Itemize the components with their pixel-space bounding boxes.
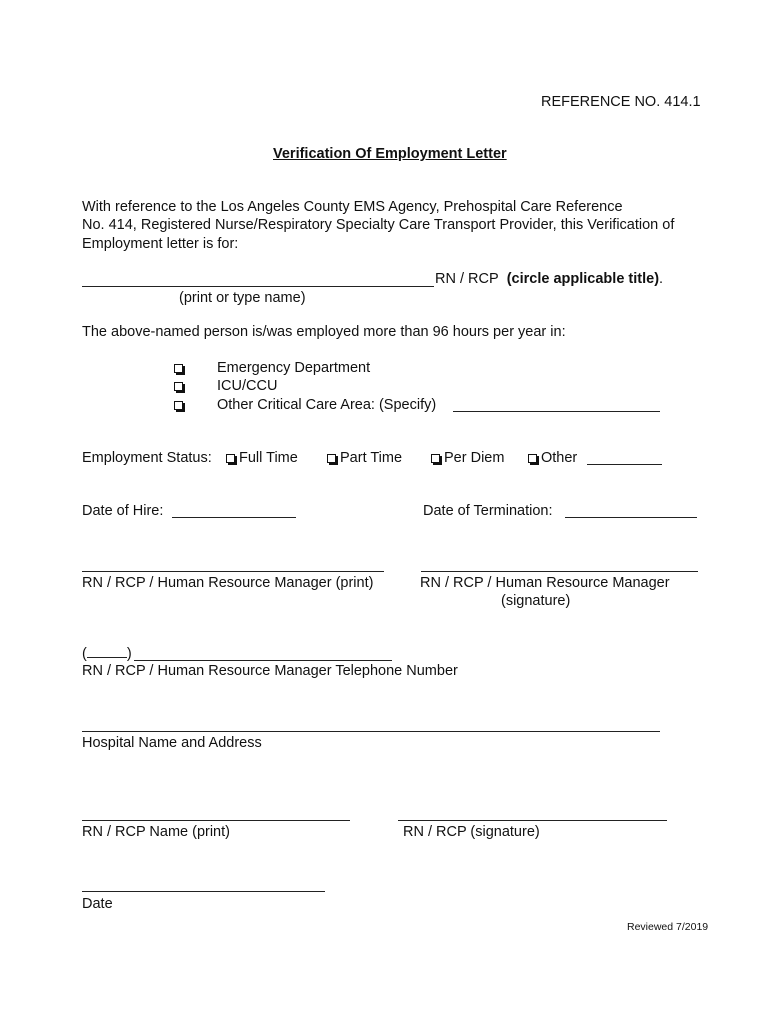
termination-date-label: Date of Termination: [423,503,553,519]
date-line[interactable] [82,891,325,892]
name-caption: (print or type name) [179,290,306,306]
hire-date-label: Date of Hire: [82,503,164,519]
termination-date-line[interactable] [565,517,697,518]
area-other-specify-line[interactable] [453,411,660,412]
employee-name-label: RN / RCP Name (print) [82,824,230,840]
status-per-diem-label: Per Diem [444,450,505,466]
area-emergency-label: Emergency Department [217,360,371,376]
employee-name-line[interactable] [82,820,350,821]
checkbox-icon[interactable] [327,454,336,463]
manager-signature-label: RN / RCP / Human Resource Manager [420,575,670,591]
area-other-label: Other Critical Care Area: (Specify) [217,397,437,413]
reference-number: REFERENCE NO. 414.1 [541,94,701,110]
phone-label: RN / RCP / Human Resource Manager Telephone Number [82,663,458,679]
status-other-line[interactable] [587,464,662,465]
hospital-label: Hospital Name and Address [82,735,262,751]
status-per-diem[interactable] [431,449,504,467]
status-other-label: Other [541,450,578,466]
status-full-time-label: Full Time [239,450,298,466]
status-part-time-label: Part Time [340,450,403,466]
checkbox-icon[interactable] [174,382,183,391]
employment-status-label: Employment Status: [82,450,212,466]
status-part-time[interactable] [327,449,402,467]
document-title: Verification Of Employment Letter [273,146,507,162]
employed-statement: The above-named person is/was employed more than 96 hours per year in: [82,324,566,340]
manager-signature-sub: (signature) [501,593,571,609]
manager-print-label: RN / RCP / Human Resource Manager (print) [82,575,374,591]
date-label: Date [82,896,113,912]
phone-number-line[interactable] [134,660,392,661]
checkbox-icon[interactable] [174,364,183,373]
phone-open-paren: ( [82,646,87,662]
circle-note-period: . [659,271,664,287]
manager-print-line[interactable] [82,571,384,572]
checkbox-icon[interactable] [226,454,235,463]
phone-close-paren: ) [126,646,132,662]
area-other[interactable] [174,396,189,414]
title-options [435,270,663,288]
checkbox-icon[interactable] [174,401,183,410]
status-other[interactable] [528,449,577,467]
hospital-line[interactable] [82,731,660,732]
name-input-line[interactable] [82,286,434,287]
reviewed-date: Reviewed 7/2019 [627,921,709,933]
area-icu[interactable] [174,377,189,395]
area-icu-label: ICU/CCU [217,378,278,394]
employee-signature-label: RN / RCP (signature) [403,824,540,840]
circle-note: (circle applicable title) [506,271,660,287]
manager-signature-line[interactable] [421,571,698,572]
phone-area-code [82,645,132,663]
intro-line-2: No. 414, Registered Nurse/Respiratory Specialty Care Transport Provider, this Verification of [82,217,675,233]
checkbox-icon[interactable] [431,454,440,463]
status-full-time[interactable] [226,449,298,467]
hire-date-line[interactable] [172,517,296,518]
intro-line-1: With reference to the Los Angeles County EMS Agency, Prehospital Care Reference [82,199,623,215]
employee-signature-line[interactable] [398,820,667,821]
intro-line-3: Employment letter is for: [82,236,239,252]
phone-area-code-line[interactable] [87,645,127,658]
title-options-text: RN / RCP [435,271,499,287]
checkbox-icon[interactable] [528,454,537,463]
area-emergency[interactable] [174,359,189,377]
